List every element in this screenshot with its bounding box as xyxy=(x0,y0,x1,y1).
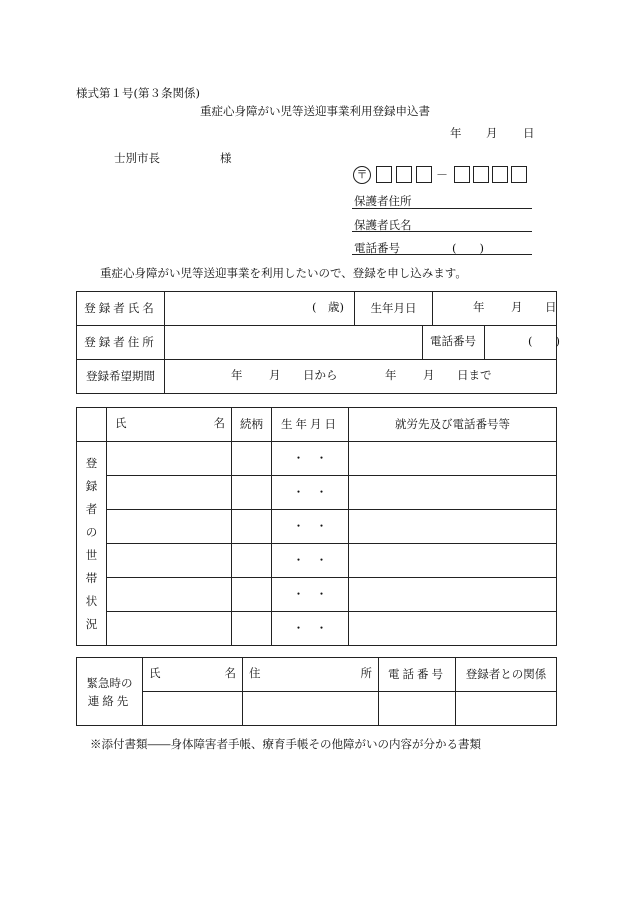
postal-box[interactable] xyxy=(454,166,470,183)
member-work-cell[interactable] xyxy=(349,578,557,612)
form-number: 様式第１号(第３条関係) xyxy=(76,86,200,100)
col-name-right: 名 xyxy=(213,416,225,430)
registrant-phone-paren: ( ) xyxy=(528,334,560,348)
member-relation-cell[interactable] xyxy=(232,544,272,578)
guardian-name-line[interactable] xyxy=(352,231,532,232)
emergency-contact-table xyxy=(76,657,557,726)
phone-divider xyxy=(484,326,485,360)
member-relation-cell[interactable] xyxy=(232,476,272,510)
emergency-address-cell[interactable] xyxy=(243,692,379,726)
period-to-month: 月 xyxy=(423,368,435,382)
period-from-month: 月 xyxy=(269,368,281,382)
period-to-year: 年 xyxy=(385,368,397,382)
registrant-phone-cell[interactable] xyxy=(423,326,560,360)
col-birthdate: 生年月日 xyxy=(272,408,349,442)
guardian-phone-label: 電話番号 xyxy=(354,241,400,255)
member-work-cell[interactable] xyxy=(349,442,557,476)
emergency-col-relation: 登録者との関係 xyxy=(456,658,557,692)
guardian-phone-paren: ( ) xyxy=(452,241,484,255)
emergency-col-address-right: 所 xyxy=(360,666,372,680)
postal-box[interactable] xyxy=(396,166,412,183)
member-name-cell[interactable] xyxy=(107,476,232,510)
form-title: 重症心身障がい児等送迎事業利用登録申込書 xyxy=(200,104,430,118)
member-name-cell[interactable] xyxy=(107,544,232,578)
registrant-name-label: 登録者氏名 xyxy=(77,292,165,326)
emergency-phone-cell[interactable] xyxy=(379,692,456,726)
col-name xyxy=(107,408,232,442)
period-to-day: 日まで xyxy=(457,368,492,382)
emergency-name-cell[interactable] xyxy=(143,692,243,726)
emergency-label-line1: 緊急時の xyxy=(86,675,133,690)
emergency-col-name-left: 氏 xyxy=(149,666,161,680)
side-char: 録 xyxy=(85,478,98,493)
member-birth-cell[interactable]: ・ ・ xyxy=(272,442,349,476)
registrant-table xyxy=(76,291,560,394)
emergency-side-label xyxy=(77,658,143,726)
emergency-relation-cell[interactable] xyxy=(456,692,557,726)
addressee: 士別市長 xyxy=(114,151,160,165)
member-birth-cell[interactable]: ・ ・ xyxy=(272,578,349,612)
date-day: 日 xyxy=(523,126,535,140)
period-from-year: 年 xyxy=(231,368,243,382)
member-name-cell[interactable] xyxy=(107,578,232,612)
side-char: 況 xyxy=(85,616,98,631)
member-relation-cell[interactable] xyxy=(232,442,272,476)
birth-day: 日 xyxy=(545,300,557,314)
postal-box[interactable] xyxy=(416,166,432,183)
honorific: 様 xyxy=(220,151,232,165)
guardian-phone-line[interactable] xyxy=(352,254,532,255)
postal-box[interactable] xyxy=(376,166,392,183)
birthdate-label: 生年月日 xyxy=(355,292,433,326)
side-char: 状 xyxy=(85,593,98,608)
col-workplace: 就労先及び電話番号等 xyxy=(349,408,557,442)
side-char: 帯 xyxy=(85,570,98,585)
member-name-cell[interactable] xyxy=(107,442,232,476)
guardian-name-label: 保護者氏名 xyxy=(354,218,412,232)
period-cell[interactable] xyxy=(165,360,557,394)
member-relation-cell[interactable] xyxy=(232,578,272,612)
registrant-phone-label: 電話番号 xyxy=(430,334,476,348)
date-month: 月 xyxy=(486,126,498,140)
side-char: 登 xyxy=(85,455,98,470)
emergency-col-address-left: 住 xyxy=(249,666,261,680)
birth-month: 月 xyxy=(511,300,523,314)
member-work-cell[interactable] xyxy=(349,544,557,578)
emergency-col-name xyxy=(143,658,243,692)
period-label: 登録希望期間 xyxy=(77,360,165,394)
member-birth-cell[interactable]: ・ ・ xyxy=(272,544,349,578)
household-side-label xyxy=(77,442,107,646)
col-name-left: 氏 xyxy=(115,416,127,430)
registrant-address-label: 登録者住所 xyxy=(77,326,165,360)
member-name-cell[interactable] xyxy=(107,612,232,646)
postal-mark-icon: 〒 xyxy=(353,166,371,184)
emergency-col-phone: 電話番号 xyxy=(379,658,456,692)
period-from-day: 日から xyxy=(303,368,338,382)
member-birth-cell[interactable]: ・ ・ xyxy=(272,476,349,510)
guardian-address-label: 保護者住所 xyxy=(354,194,412,208)
member-work-cell[interactable] xyxy=(349,612,557,646)
emergency-label-line2: 連絡先 xyxy=(87,693,132,708)
col-relation: 続柄 xyxy=(232,408,272,442)
postal-box[interactable] xyxy=(473,166,489,183)
postal-box[interactable] xyxy=(492,166,508,183)
member-relation-cell[interactable] xyxy=(232,612,272,646)
member-relation-cell[interactable] xyxy=(232,510,272,544)
age-text: ( 歳) xyxy=(312,300,344,314)
side-char: 者 xyxy=(85,501,98,516)
emergency-col-name-right: 名 xyxy=(224,666,236,680)
household-corner xyxy=(77,408,107,442)
guardian-address-line[interactable] xyxy=(352,208,532,209)
side-char: 世 xyxy=(85,547,98,562)
date-year: 年 xyxy=(450,126,462,140)
member-work-cell[interactable] xyxy=(349,510,557,544)
registrant-name-cell[interactable] xyxy=(165,292,355,326)
household-table xyxy=(76,407,557,646)
registrant-address-cell[interactable] xyxy=(165,326,423,360)
emergency-col-address xyxy=(243,658,379,692)
member-birth-cell[interactable]: ・ ・ xyxy=(272,510,349,544)
member-name-cell[interactable] xyxy=(107,510,232,544)
member-work-cell[interactable] xyxy=(349,476,557,510)
side-char: の xyxy=(85,524,98,539)
application-statement: 重症心身障がい児等送迎事業を利用したいので、登録を申し込みます。 xyxy=(100,266,467,280)
postal-box[interactable] xyxy=(511,166,527,183)
postal-dash: － xyxy=(436,168,449,182)
member-birth-cell[interactable]: ・ ・ xyxy=(272,612,349,646)
birthdate-cell[interactable] xyxy=(433,292,557,326)
birth-year: 年 xyxy=(473,300,485,314)
attachments-footnote: ※添付書類――身体障害者手帳、療育手帳その他障がいの内容が分かる書類 xyxy=(90,737,481,751)
